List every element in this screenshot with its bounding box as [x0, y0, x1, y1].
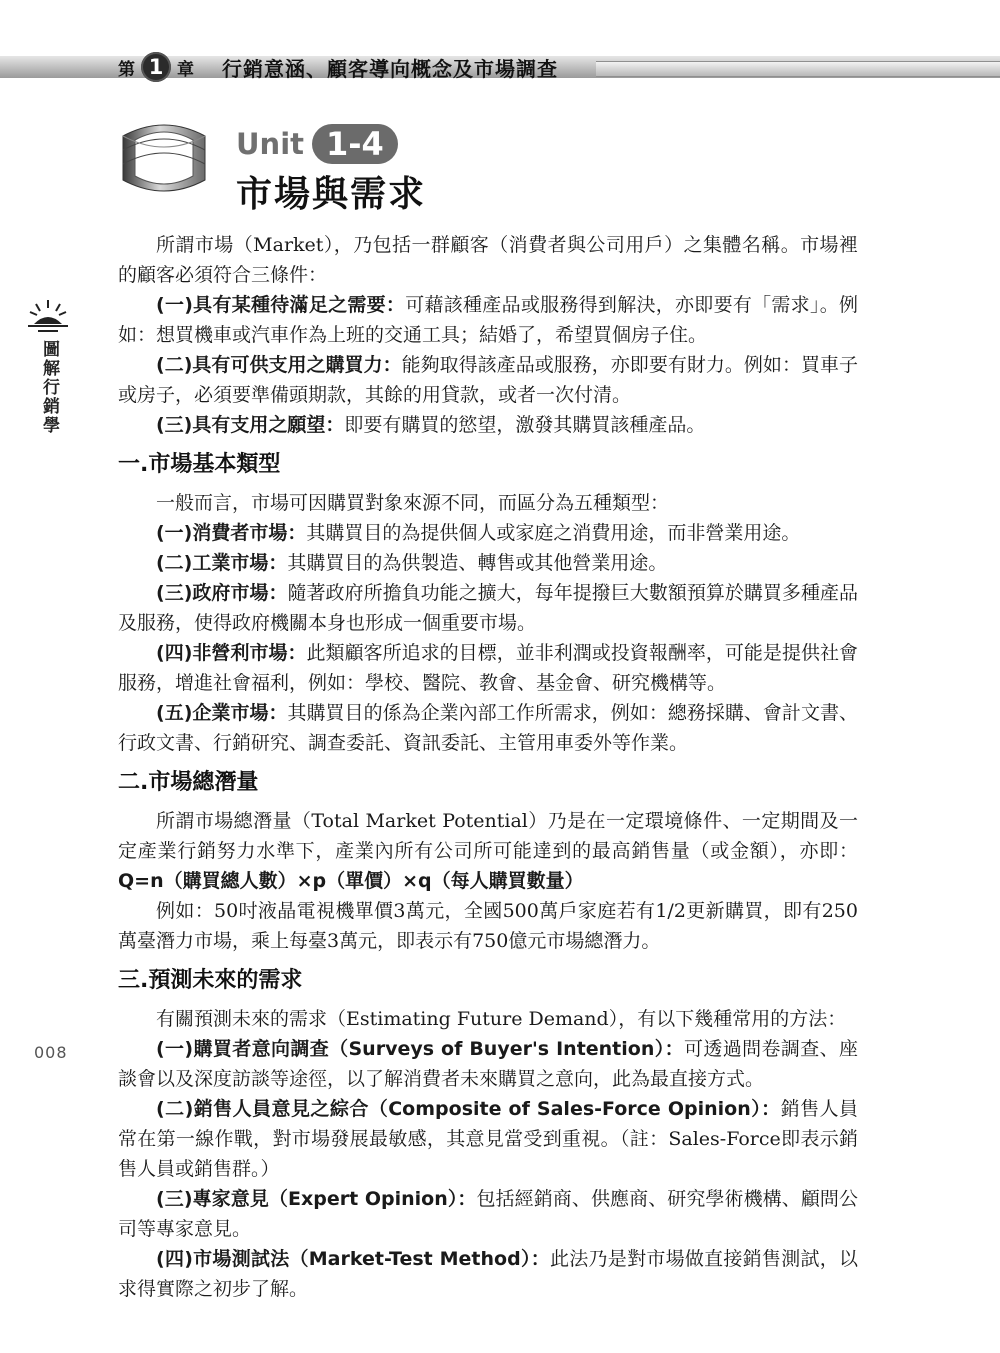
chapter-number-badge: 1	[141, 52, 171, 82]
market-type-4	[118, 638, 858, 698]
unit-ring-icon	[115, 106, 213, 206]
unit-title: 市場與需求	[236, 174, 427, 215]
forecast-method-1-label: (一)購買者意向調查（Surveys of Buyer's Intention）：	[156, 1038, 684, 1060]
market-type-5-label: (五)企業市場：	[156, 702, 288, 724]
forecast-intro: 有關預測未來的需求（Estimating Future Demand），有以下幾種常用的方法：	[156, 1008, 847, 1030]
market-type-4-text: 此類顧客所追求的目標，並非利潤或投資報酬率，可能是提供社會服務，增進社會福利，例如：學校、醫院、教會、基金會、研究機構等。	[118, 642, 858, 694]
forecast-method-1	[118, 1034, 858, 1094]
forecast-method-4	[118, 1244, 858, 1304]
market-type-3	[118, 578, 858, 638]
chapter-title: 行銷意涵、顧客導向概念及市場調查	[222, 56, 558, 81]
forecast-method-3	[118, 1184, 858, 1244]
condition-1	[118, 290, 858, 350]
chapter-suffix: 章	[177, 59, 194, 80]
page-body	[118, 230, 858, 1304]
section-heading-forecast-demand: 三.預測未來的需求	[118, 968, 303, 993]
forecast-method-2-text: 銷售人員常在第一線作戰，對市場發展最敏感，其意見當受到重視。（註：Sales-Force即表示銷售人員或銷售群。）	[118, 1098, 858, 1180]
forecast-method-2	[118, 1094, 858, 1184]
page-number: 008	[34, 1043, 68, 1062]
condition-1-text: 可藉該種產品或服務得到解決，亦即要有「需求」。例如：想買機車或汽車作為上班的交通工具；結婚了，希望買個房子住。	[118, 294, 858, 346]
unit-word: Unit	[236, 127, 304, 161]
forecast-method-1-text: 可透過問卷調查、座談會以及深度訪談等途徑，以了解消費者未來購買之意向，此為最直接方式。	[118, 1038, 858, 1090]
condition-3-label: (三)具有支用之願望：	[156, 414, 345, 436]
condition-2-text: 能夠取得該產品或服務，亦即要有財力。例如：買車子或房子，必須要準備頭期款，其餘的用貸款，或者一次付清。	[118, 354, 858, 406]
condition-1-label: (一)具有某種待滿足之需要：	[156, 294, 406, 316]
book-logo-icon	[28, 298, 68, 334]
market-type-1-label: (一)消費者市場：	[156, 522, 307, 544]
chapter-prefix: 第	[118, 59, 135, 80]
chapter-header	[118, 54, 558, 80]
forecast-method-4-text: 此法乃是對市場做直接銷售測試，以求得實際之初步了解。	[118, 1248, 858, 1300]
chapter-header-stripe	[596, 61, 1000, 77]
market-types-intro: 一般而言，市場可因購買對象來源不同，而區分為五種類型：	[156, 492, 670, 514]
section-heading-market-potential: 二.市場總潛量	[118, 770, 259, 795]
market-type-4-label: (四)非營利市場：	[156, 642, 307, 664]
market-type-2-label: (二)工業市場：	[156, 552, 288, 574]
intro-paragraph: 所謂市場（Market），乃包括一群顧客（消費者與公司用戶）之集體名稱。市場裡的顧客必須符合三條件：	[118, 234, 858, 286]
book-title-vertical: 圖解行銷學	[39, 340, 59, 435]
condition-3	[118, 410, 858, 440]
forecast-method-3-label: (三)專家意見（Expert Opinion）：	[156, 1188, 477, 1210]
unit-label	[236, 124, 398, 164]
unit-number-badge: 1-4	[312, 124, 398, 164]
market-type-3-label: (三)政府市場：	[156, 582, 288, 604]
condition-3-text: 即要有購買的慾望，激發其購買該種產品。	[344, 414, 706, 436]
condition-2	[118, 350, 858, 410]
forecast-method-3-text: 包括經銷商、供應商、研究學術機構、顧問公司等專家意見。	[118, 1188, 858, 1240]
market-type-3-text: 隨著政府所擔負功能之擴大，每年提撥巨大數額預算於購買多種產品及服務，使得政府機關本身也形成一個重要市場。	[118, 582, 858, 634]
market-type-1	[118, 518, 858, 548]
market-type-5-text: 其購買目的係為企業內部工作所需求，例如：總務採購、會計文書、行政文書、行銷研究、調查委託、資訊委託、主管用車委外等作業。	[118, 702, 858, 754]
condition-2-label: (二)具有可供支用之購買力：	[156, 354, 402, 376]
market-potential-example: 例如：50吋液晶電視機單價3萬元，全國500萬戶家庭若有1/2更新購買，即有250萬臺潛力市場，乘上每臺3萬元，即表示有750億元市場總潛力。	[118, 900, 858, 952]
market-potential-text: 所謂市場總潛量（Total Market Potential）乃是在一定環境條件、一定期間及一定產業行銷努力水準下，產業內所有公司所可能達到的最高銷售量（或金額），亦即：	[118, 810, 858, 862]
section-heading-market-types: 一.市場基本類型	[118, 452, 281, 477]
market-type-2-text: 其購買目的為供製造、轉售或其他營業用途。	[287, 552, 668, 574]
market-type-2	[118, 548, 858, 578]
market-type-1-text: 其購買目的為提供個人或家庭之消費用途，而非營業用途。	[306, 522, 801, 544]
forecast-method-2-label: (二)銷售人員意見之綜合（Composite of Sales-Force Opinion）：	[156, 1098, 781, 1120]
forecast-method-4-label: (四)市場測試法（Market-Test Method）：	[156, 1248, 550, 1270]
market-potential-formula: Q=n（購買總人數）×p（單價）×q（每人購買數量）	[118, 870, 584, 892]
market-type-5	[118, 698, 858, 758]
market-potential-definition	[118, 806, 858, 896]
